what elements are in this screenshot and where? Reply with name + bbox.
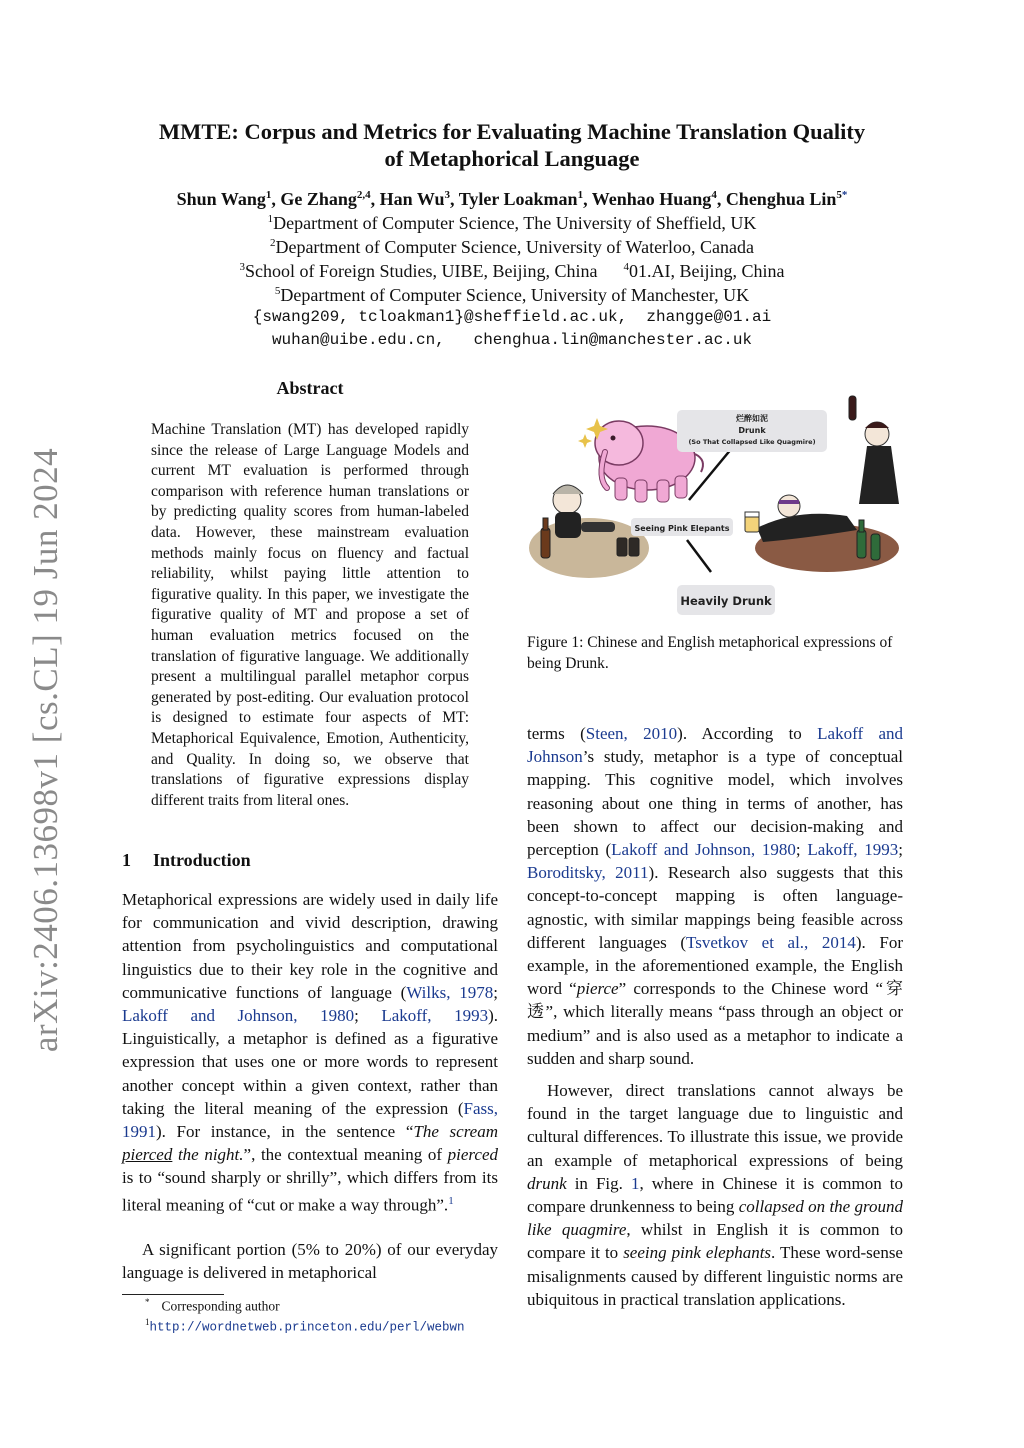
citation-link[interactable]: Fass, 1991	[122, 1098, 498, 1142]
abstract-heading: Abstract	[276, 378, 344, 398]
corresponding-mark: *	[841, 189, 848, 201]
footnote-ref[interactable]: 1	[448, 1194, 454, 1207]
intro-paragraph-1: Metaphorical expressions are widely used in daily life for communication and vivid description, drawing attention from psycholinguistics and computational linguistics due to their key role in the cognitive and communicative functions of language (Wilks, 1978; Lakoff and Johnson, 1980; Lakoff, 1993). Linguistically, a metaphor is defined as a figurative expression that uses one or more words to represent another concept within a given context, rather than taking the literal meaning of the expression (Fass, 1991). For instance, in the sentence “The scream pierced the night.”, the contextual meaning of pierced is to “sound sharply or shrilly”, which differs from its literal meaning of “cut or make a way through”.$^1$	[122, 890, 498, 1215]
citation-link[interactable]: Steen, 2010	[585, 724, 678, 743]
label-box-chinese	[677, 410, 827, 452]
footnote-url-link[interactable]: http://wordnetweb.princeton.edu/perl/webwn	[149, 1320, 465, 1335]
affiliation-5: $^5$Department of Computer Science, University of Manchester, UK	[274, 285, 750, 305]
beer-mug-icon	[745, 512, 759, 532]
standing-drunk-figure	[849, 396, 899, 504]
citation-link[interactable]: Wilks, 1978	[406, 982, 494, 1002]
email-line-1: {swang209, tcloakman1}@sheffield.ac.uk, zhangge@01.ai	[252, 308, 772, 326]
footnote-corresponding: * Corresponding author	[145, 1297, 280, 1314]
section-heading-introduction: 1 Introduction	[122, 850, 251, 870]
intro-paragraph-2: A significant portion (5% to 20%) of our everyday language is delivered in metaphorical	[122, 1240, 498, 1283]
title-line-2: of Metaphorical Language	[384, 146, 640, 171]
svg-text:烂醉如泥: 烂醉如泥	[736, 414, 768, 423]
affiliation-2: $^2$Department of Computer Science, University of Waterloo, Canada	[269, 237, 755, 257]
svg-text:Heavily Drunk: Heavily Drunk	[680, 594, 772, 608]
figure-1-caption: Figure 1: Chinese and English metaphorical expressions of being Drunk.	[527, 634, 893, 672]
label-box-heavily-drunk	[677, 585, 775, 615]
citation-link[interactable]: Lakoff and Johnson	[527, 724, 903, 767]
svg-text:(So That Collapsed Like Quagmi: (So That Collapsed Like Quagmire)	[688, 438, 816, 446]
author: Tyler Loakman$^1$,	[458, 189, 592, 209]
citation-link[interactable]: Lakoff, 1993	[381, 1006, 489, 1026]
citation-link[interactable]: Lakoff, 1993	[807, 840, 899, 860]
affiliation-1: $^1$Department of Computer Science, The University of Sheffield, UK	[267, 213, 757, 233]
right-paragraph-1: terms (Steen, 2010). According to Lakoff and Johnson’s study, metaphor is a type of conceptual mapping. This cognitive model, which involves reasoning about one thing in terms of another, has been shown to affect our decision-making and perception (Lakoff and Johnson, 1980; Lakoff, 1993; Boroditsky, 2011). Research also suggests that this concept-to-concept mapping is often language-agnostic, with similar mappings being feasible across different languages (Tsvetkov et al., 2014). For example, in the aforementioned example, the English word “pierce” corresponds to the Chinese word “穿透”, which literally means “pass through an object or medium” and is also used as a metaphor to indicate a sudden and sharp sound.	[527, 724, 904, 1068]
affiliation-3-4: $^3$School of Foreign Studies, UIBE, Beijing, China $^4$01.AI, Beijing, China	[239, 261, 785, 281]
connector-line	[687, 540, 711, 572]
title-line-1: MMTE: Corpus and Metrics for Evaluating Machine Translation Quality	[158, 119, 866, 144]
svg-text:Seeing Pink Elepants: Seeing Pink Elepants	[634, 524, 730, 533]
author: Han Wu$^3$,	[379, 189, 459, 209]
label-box-pink-elephants	[631, 518, 733, 536]
svg-text:Drunk: Drunk	[738, 426, 766, 435]
arxiv-identifier-stamp: arXiv:2406.13698v1 [cs.CL] 19 Jun 2024	[26, 447, 65, 1053]
email-line-2: wuhan@uibe.edu.cn, chenghua.lin@manchester.ac.uk	[271, 331, 753, 349]
citation-link[interactable]: Lakoff and Johnson, 1980	[611, 840, 796, 860]
figure-reference-link[interactable]: 1	[630, 1173, 640, 1193]
figure-1-illustration	[527, 388, 903, 624]
author: Wenhao Huang$^4$,	[591, 189, 726, 209]
author: Chenghua Lin$^{5*}$	[725, 189, 848, 209]
author: Shun Wang$^1$,	[176, 189, 281, 209]
footnote-1: $^1$http://wordnetweb.princeton.edu/perl/webwn	[145, 1317, 465, 1335]
citation-link[interactable]: Boroditsky, 2011	[527, 863, 649, 883]
citation-link[interactable]: Tsvetkov et al., 2014	[686, 932, 856, 952]
right-paragraph-2: However, direct translations cannot always be found in the target language due to linguistic and cultural differences. To illustrate this issue, we provide an example of metaphorical expressions of being drunk in Fig. 1, where in Chinese it is common to compare drunkenness to being collapsed on the ground like quagmire, whilst in English it is common to compare it to seeing pink elephants. These word-sense misalignments caused by different linguistic norms are ubiquitous in practical translation applications.	[527, 1081, 904, 1309]
underlined-example-word: pierced	[122, 1145, 173, 1165]
seated-drinker-figure	[553, 485, 615, 538]
citation-link[interactable]: Lakoff and Johnson, 1980	[122, 1006, 355, 1026]
paper-title	[110, 118, 914, 172]
footnote-divider	[122, 1294, 224, 1295]
abstract-text: Machine Translation (MT) has developed rapidly since the release of Large Language Models and current MT evaluation is performed through comparison with reference human translations or by predicting quality scores from human-labeled data. However, these mainstream evaluation methods mainly focus on fluency and factual reliability, whilst paying little attention to figurative quality. In this paper, we investigate the figurative quality of MT and propose a set of human evaluation metrics focused on the translation of figurative language. We additionally present a multilingual parallel metaphor corpus generated by post-editing. Our evaluation protocol is designed to estimate four aspects of MT: Metaphorical Equivalence, Emotion, Authenticity, and Quality. In doing so, we observe that translations of figurative expressions display different traits from literal ones.	[151, 421, 469, 809]
author: Ge Zhang$^{2,4}$,	[280, 189, 380, 209]
